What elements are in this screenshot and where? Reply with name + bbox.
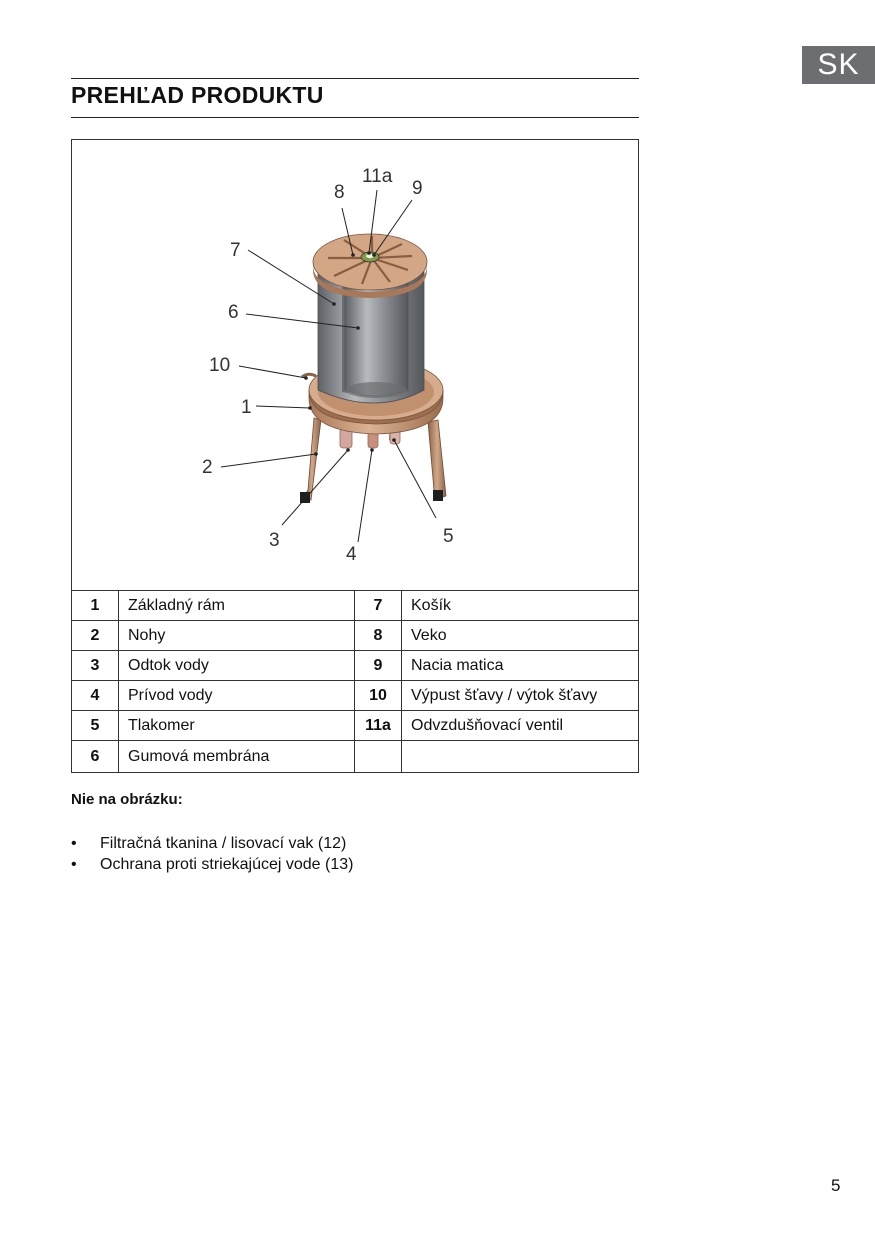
part-name: Nohy: [119, 621, 355, 651]
callout-8: 8: [334, 182, 345, 203]
part-name: Nacia matica: [402, 651, 639, 681]
part-number: 2: [72, 621, 119, 651]
callout-6: 6: [228, 302, 239, 323]
part-name: Prívod vody: [119, 681, 355, 711]
table-row: [72, 651, 639, 681]
part-name: Tlakomer: [119, 711, 355, 741]
part-number: [355, 741, 402, 773]
callout-10: 10: [209, 355, 231, 376]
language-tab: SK: [802, 46, 875, 84]
callout-5: 5: [443, 526, 454, 547]
callout-1: 1: [241, 397, 252, 418]
callout-3: 3: [269, 530, 280, 551]
part-name: Gumová membrána: [119, 741, 355, 773]
part-number: 11a: [355, 711, 402, 741]
callout-7: 7: [230, 240, 241, 261]
part-name: Odvzdušňovací ventil: [402, 711, 639, 741]
part-number: 10: [355, 681, 402, 711]
part-number: 7: [355, 591, 402, 621]
part-number: 8: [355, 621, 402, 651]
part-number: 5: [72, 711, 119, 741]
table-row: [72, 591, 639, 621]
callout-4: 4: [346, 544, 357, 565]
table-row: [72, 711, 639, 741]
page-title: PREHĽAD PRODUKTU: [71, 82, 324, 108]
part-name: Výpust šťavy / výtok šťavy: [402, 681, 639, 711]
part-number: 1: [72, 591, 119, 621]
table-row: [72, 741, 639, 773]
part-number: 9: [355, 651, 402, 681]
part-name: Veko: [402, 621, 639, 651]
title-rule-bottom: [71, 117, 639, 118]
page-number: 5: [831, 1176, 841, 1195]
callout-2: 2: [202, 457, 213, 478]
parts-table: [71, 590, 639, 773]
table-row: [72, 621, 639, 651]
part-name: Základný rám: [119, 591, 355, 621]
part-name: Odtok vody: [119, 651, 355, 681]
product-figure: [71, 139, 639, 591]
list-item: • Filtračná tkanina / lisovací vak (12): [71, 833, 353, 854]
part-number: 4: [72, 681, 119, 711]
notes-list: [71, 833, 353, 875]
table-row: [72, 681, 639, 711]
part-number: 3: [72, 651, 119, 681]
part-name: [402, 741, 639, 773]
notes-heading: Nie na obrázku:: [71, 791, 183, 808]
part-number: 6: [72, 741, 119, 773]
callout-9: 9: [412, 178, 423, 199]
title-rule-top: [71, 78, 639, 79]
list-item: • Ochrana proti striekajúcej vode (13): [71, 854, 353, 875]
part-name: Košík: [402, 591, 639, 621]
callout-11a: 11a: [362, 166, 393, 187]
wine-press-illustration: [72, 140, 638, 591]
